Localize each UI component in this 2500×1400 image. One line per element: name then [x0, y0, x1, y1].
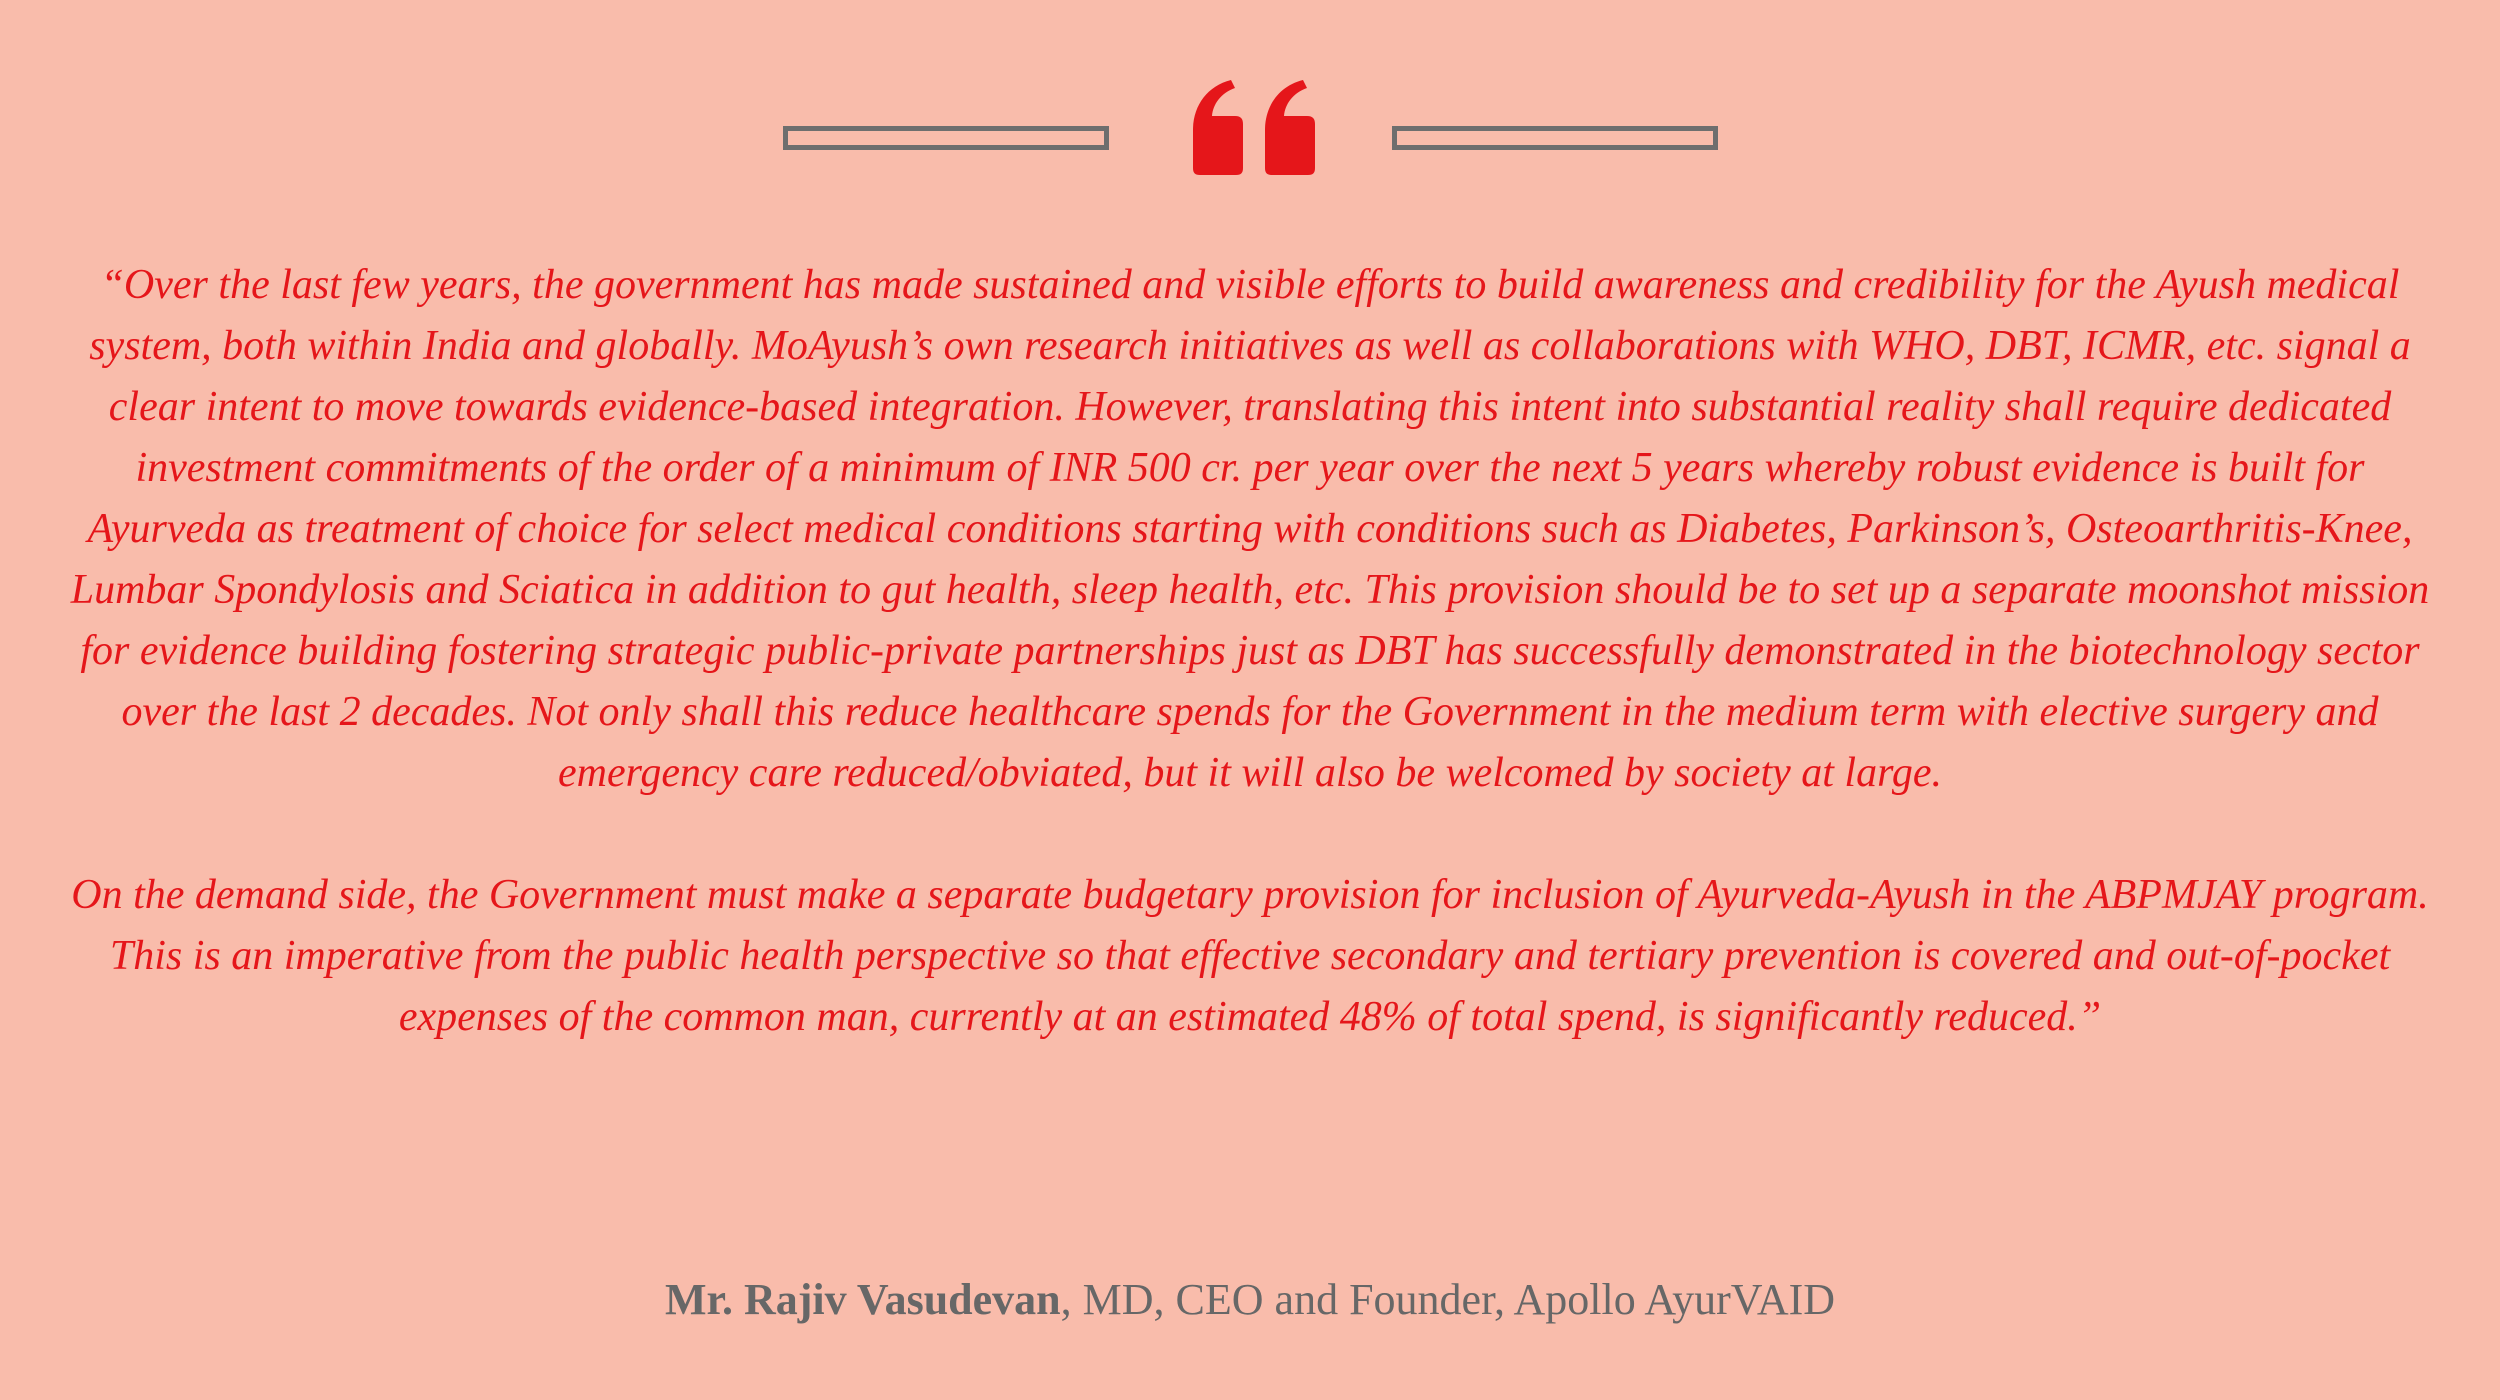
author-name: Mr. Rajiv Vasudevan — [664, 1275, 1061, 1324]
left-quote-mark — [1193, 80, 1243, 175]
right-divider-bar — [1392, 126, 1718, 150]
quote-paragraph-1: “Over the last few years, the government has made sustained and visible efforts to build awareness and credibility for the Ayush medical system, both within India and globally. MoAyush’s own research initiatives as well as collaborations with WHO, DBT, ICMR, etc. signal a clear intent to move towards evidence-based integration. However, translating this intent into substantial reality shall require dedicated investment commitments of the order of a minimum of INR 500 cr. per year over the next 5 years whereby robust evidence is built for Ayurveda as treatment of choice for select medical conditions starting with conditions such as Diabetes, Parkinson’s, Osteoarthritis-Knee, Lumbar Spondylosis and Sciatica in addition to gut health, sleep health, etc. This provision should be to set up a separate moonshot mission for evidence building fostering strategic public-private partnerships just as DBT has successfully demonstrated in the biotechnology sector over the last 2 decades. Not only shall this reduce healthcare spends for the Government in the medium term with elective surgery and emergency care reduced/obviated, but it will also be welcomed by society at large. — [70, 262, 2430, 796]
quote-text — [70, 255, 2430, 1048]
quote-header — [0, 0, 2500, 200]
left-divider-bar — [783, 126, 1109, 150]
author-title: , MD, CEO and Founder, Apollo AyurVAID — [1060, 1275, 1836, 1324]
quote-marks — [1193, 80, 1315, 175]
double-quote-icon — [1185, 78, 1325, 178]
quote-paragraph-2: On the demand side, the Government must make a separate budgetary provision for inclusion of Ayurveda-Ayush in the ABPMJAY program. This is an imperative from the public health perspective so that effective secondary and tertiary prevention is covered and out-of-pocket expenses of the common man, currently at an estimated 48% of total spend, is significantly reduced.” — [71, 872, 2429, 1040]
right-quote-mark — [1265, 80, 1315, 175]
attribution — [0, 1272, 2500, 1328]
